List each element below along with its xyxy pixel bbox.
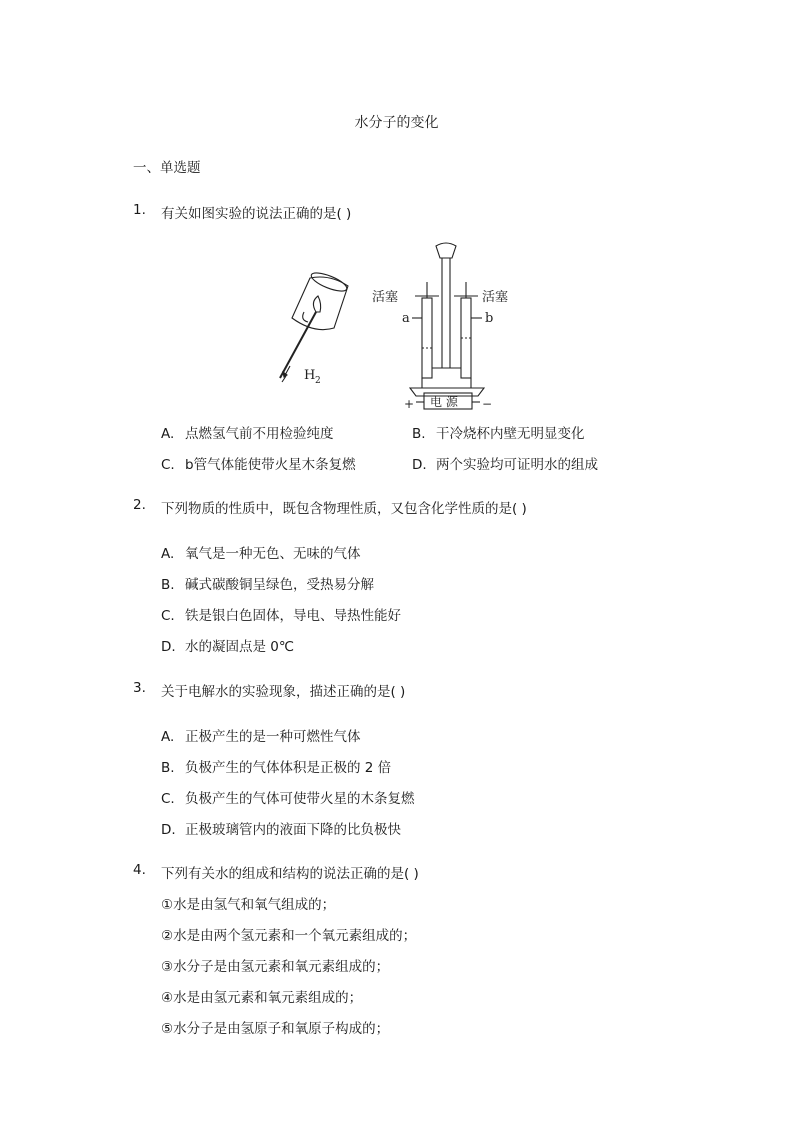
section-heading: 一、单选题: [133, 160, 201, 176]
electrolysis-apparatus: [410, 243, 484, 409]
question-2-text: 下列物质的性质中，既包含物理性质，又包含化学性质的是( ): [161, 501, 527, 517]
question-2-option-c[interactable]: C. 铁是银白色固体，导电、导热性能好: [161, 608, 401, 624]
question-4-statement-4: ④水是由氢元素和氧元素组成的；: [161, 990, 363, 1006]
plus-label: +: [404, 397, 415, 411]
question-4-statement-5: ⑤水分子是由氢原子和氧原子构成的；: [161, 1021, 390, 1037]
question-4-number: 4.: [133, 862, 146, 878]
page-title: 水分子的变化: [354, 115, 439, 131]
minus-label: −: [482, 397, 493, 411]
question-2-number: 2.: [133, 497, 146, 513]
question-2-option-d[interactable]: D. 水的凝固点是 0℃: [161, 639, 295, 655]
question-4-statement-2: ②水是由两个氢元素和一个氧元素组成的；: [161, 928, 417, 944]
question-1-option-a[interactable]: A. 点燃氢气前不用检验纯度: [161, 426, 334, 442]
question-3-number: 3.: [133, 680, 146, 696]
question-4-statement-1: ①水是由氢气和氧气组成的；: [161, 897, 336, 913]
h2-label: H: [304, 368, 316, 383]
question-4-text: 下列有关水的组成和结构的说法正确的是( ): [161, 866, 419, 882]
tube-a-label: a: [402, 311, 410, 326]
power-label: 电 源: [430, 395, 458, 409]
valve-left-label: 活塞: [372, 290, 399, 305]
question-1-number: 1.: [133, 202, 146, 218]
question-4-statement-3: ③水分子是由氢元素和氧元素组成的；: [161, 959, 390, 975]
question-2-option-b[interactable]: B. 碱式碳酸铜呈绿色，受热易分解: [161, 577, 374, 593]
question-1-option-c[interactable]: C. b管气体能使带火星木条复燃: [161, 457, 356, 473]
electrolysis-figure: [270, 238, 510, 413]
question-3-text: 关于电解水的实验现象，描述正确的是( ): [161, 684, 406, 700]
question-3-option-c[interactable]: C. 负极产生的气体可使带火星的木条复燃: [161, 791, 415, 807]
tube-b-label: b: [485, 311, 494, 326]
question-3-option-d[interactable]: D. 正极玻璃管内的液面下降的比负极快: [161, 822, 401, 838]
h2-subscript: 2: [315, 376, 321, 386]
question-2-option-a[interactable]: A. 氧气是一种无色、无味的气体: [161, 546, 361, 562]
question-3-option-a[interactable]: A. 正极产生的是一种可燃性气体: [161, 729, 361, 745]
valve-right-label: 活塞: [482, 290, 509, 305]
question-1-text: 有关如图实验的说法正确的是( ): [161, 206, 352, 222]
question-1-option-d[interactable]: D. 两个实验均可证明水的组成: [412, 457, 598, 473]
question-1-option-b[interactable]: B. 干冷烧杯内壁无明显变化: [412, 426, 585, 442]
beaker-drawing: [280, 269, 349, 382]
question-3-option-b[interactable]: B. 负极产生的气体体积是正极的 2 倍: [161, 760, 392, 776]
